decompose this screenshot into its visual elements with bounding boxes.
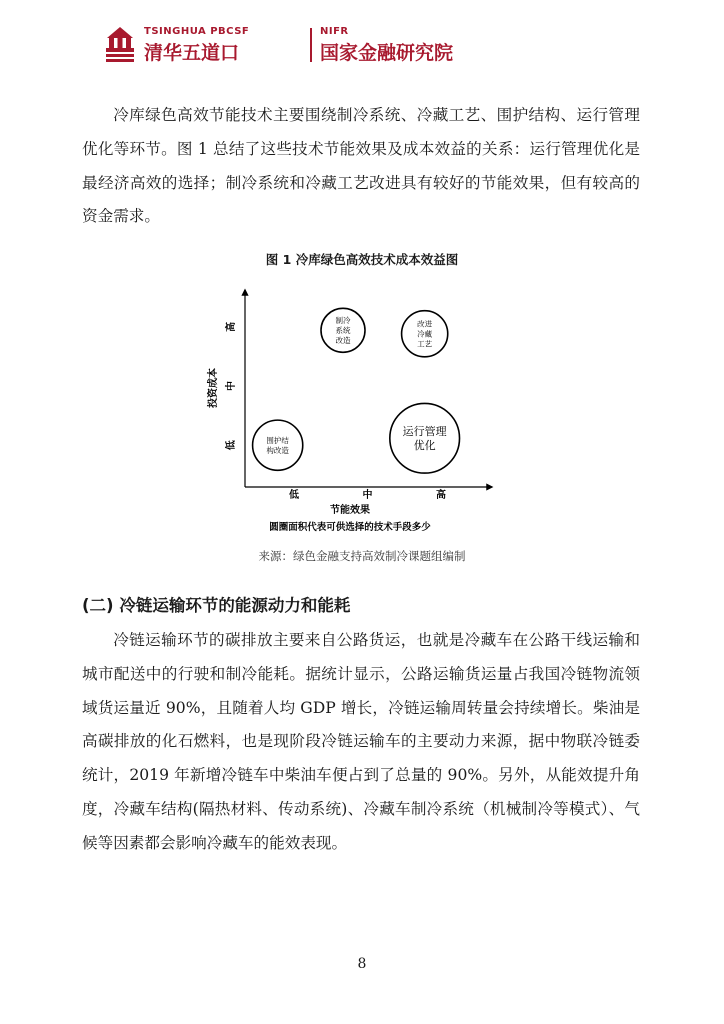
bubble-label: 运行管理 [402,425,447,439]
brand-cn: 清华五道口 [144,42,240,64]
bubble-label: 构改造 [266,445,289,455]
x-tick-label: 中 [362,490,373,501]
paragraph-2: 冷链运输环节的碳排放主要来自公路货运，也就是冷藏车在公路干线运输和城市配送中的行驶和制冷能耗。据统计显示，公路运输货运量占我国冷链物流领域货运量近 90%，且随着人均 GDP 增长，冷链运输周转量会持续增长。柴油是高碳排放的化石燃料，也是现阶段冷链运输车的主要动力来源，据中物联冷链委统计，2019 年新增冷链车中柴油车便占到了总量的 90%。另外，从能效提升角度，冷藏车结构(隔热材料、传动系统)、冷藏车制冷系统（机械制冷等模式）、气候等因素都会影响冷藏车的能效表现。 [82,631,640,852]
brand-divider [310,28,312,62]
y-tick-label: 中 [226,381,237,392]
bubble-label: 制冷 [335,315,351,325]
x-tick-label: 高 [436,490,446,501]
bubble-label: 围护结 [266,435,289,445]
bubble-label: 冷藏 [417,329,433,339]
figure-title: 图 1 冷库绿色高效技术成本效益图 [265,252,459,267]
paragraph-1: 冷库绿色高效节能技术主要围绕制冷系统、冷藏工艺、围护结构、运行管理优化等环节。图 1 总结了这些技术节能效果及成本效益的关系：运行管理优化是最经济高效的选择；制冷系统和冷藏工艺改进具有较好的节能效果，但有较高的资金需求。 [82,106,640,226]
page-header [104,24,524,68]
y-axis-label: 投资成本 [208,368,219,408]
bubble-label: 优化 [413,439,436,453]
section-heading: (二) 冷链运输环节的能源动力和能耗 [82,596,351,615]
chart-note: 圆圈面积代表可供选择的技术手段多少 [269,522,431,533]
institute-en: NIFR [320,26,349,37]
bubble-label: 改造 [335,335,351,345]
bubble-label: 工艺 [417,339,433,349]
y-tick-label: 低 [226,440,237,451]
tsinghua-logo-icon [104,24,136,64]
institute-cn: 国家金融研究院 [320,42,454,64]
brand-en: TSINGHUA PBCSF [144,26,250,37]
figure-source: 来源：绿色金融支持高效制冷课题组编制 [258,549,466,563]
y-tick-label: 高 [226,321,237,332]
page-number: 8 [357,956,367,972]
bubble-label: 改进 [417,319,433,329]
x-tick-label: 低 [289,490,299,501]
bubble-label: 系统 [335,325,351,335]
cost-benefit-chart [200,280,500,540]
x-axis-label: 节能效果 [330,505,370,516]
